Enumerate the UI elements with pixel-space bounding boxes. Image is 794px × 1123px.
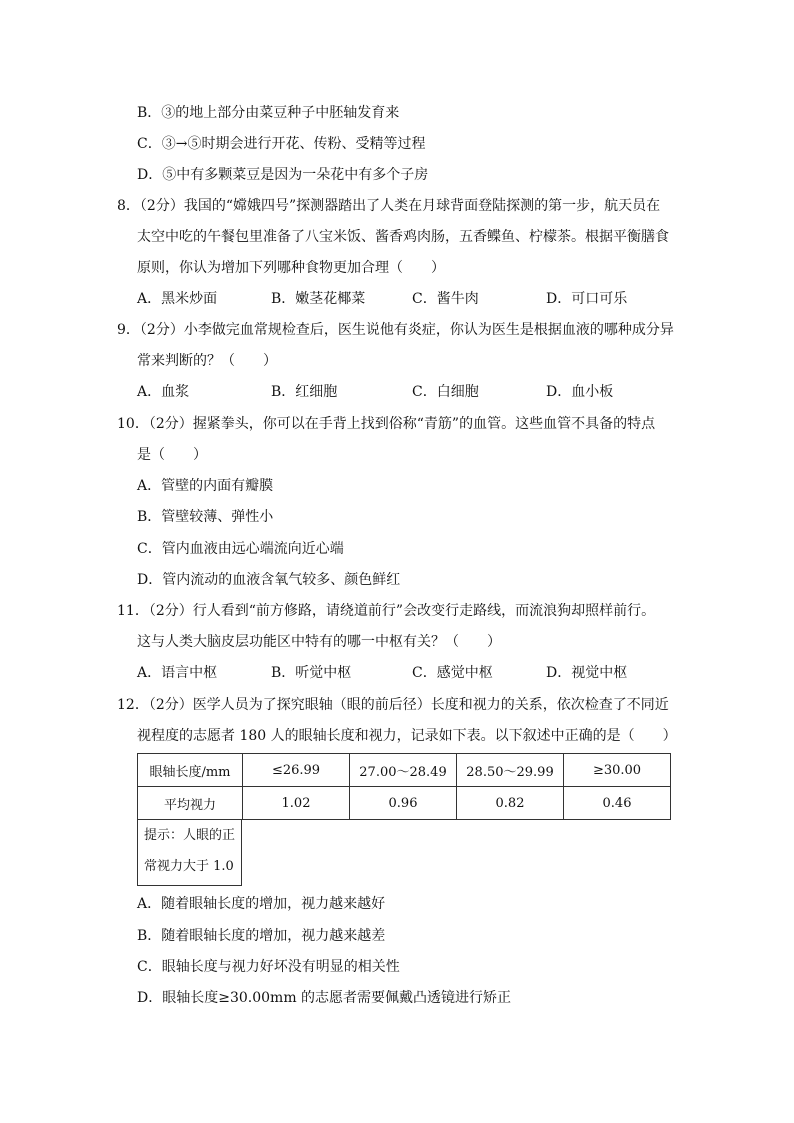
option-text: 白细胞	[436, 384, 479, 400]
table-cell: 0.46	[564, 787, 671, 820]
table-cell: 28.50～29.99	[457, 754, 564, 787]
question-text: 握紧拳头，你可以在手背上找到俗称“青筋”的血管。这些血管不具备的特点	[192, 416, 656, 432]
q10-option-d[interactable]	[137, 570, 400, 590]
option-text: 感觉中枢	[436, 665, 493, 681]
q8-option-b[interactable]	[271, 289, 365, 309]
question-text: 我国的“嫦娥四号”探测器踏出了人类在月球背面登陆探测的第一步，航天员在	[183, 198, 661, 214]
q11-stem-line-2: 这与人类大脑皮层功能区中特有的哪一中枢有关？（ ）	[137, 634, 501, 650]
option-letter: C．	[137, 541, 162, 557]
table-row	[138, 787, 671, 820]
question-score: （2分）	[148, 603, 193, 619]
table-header-cell: 平均视力	[138, 787, 243, 820]
option-letter: A．	[137, 665, 162, 681]
q8-option-d[interactable]	[546, 289, 627, 309]
table-cell: 0.82	[457, 787, 564, 820]
option-text: ③的地上部分由菜豆种子中胚轴发育来	[161, 105, 400, 121]
q10-stem-line-2: 是（ ）	[137, 447, 207, 463]
option-text: 随着眼轴长度的增加，视力越来越差	[161, 928, 386, 944]
option-letter: B．	[137, 509, 162, 525]
option-letter: C．	[412, 384, 437, 400]
option-letter: C．	[412, 291, 437, 307]
option-text: 语言中枢	[161, 665, 218, 681]
option-letter: D．	[137, 167, 163, 183]
option-letter: B．	[137, 928, 162, 944]
q12-stem-line-2: 视程度的志愿者 180 人的眼轴长度和视力，记录如下表。以下叙述中正确的是（ ）	[137, 728, 677, 744]
option-letter: D．	[546, 291, 572, 307]
option-text: 红细胞	[295, 384, 338, 400]
option-letter: D．	[137, 990, 163, 1006]
option-text: 视觉中枢	[571, 665, 628, 681]
option-letter: B．	[271, 384, 296, 400]
question-number: 9．	[117, 322, 140, 338]
option-letter: D．	[546, 665, 572, 681]
q11-option-d[interactable]	[546, 663, 627, 683]
q10-stem-line-1	[117, 414, 655, 434]
question-number: 12．	[117, 697, 149, 713]
table-cell: 0.96	[350, 787, 457, 820]
q9-option-b[interactable]	[271, 382, 337, 402]
question-text: 行人看到“前方修路，请绕道前行”会改变行走路线，而流浪狗却照样前行。	[192, 603, 656, 619]
q11-option-a[interactable]	[137, 663, 217, 683]
question-number: 10．	[117, 416, 149, 432]
question-number: 11．	[117, 603, 149, 619]
q7-option-c[interactable]	[137, 134, 425, 154]
q9-option-d[interactable]	[546, 382, 613, 402]
question-score: （2分）	[148, 416, 193, 432]
option-text: 酱牛肉	[436, 291, 479, 307]
option-text: 管内血液由远心端流向近心端	[161, 541, 344, 557]
q9-option-c[interactable]	[412, 382, 479, 402]
q10-option-c[interactable]	[137, 539, 344, 559]
q7-option-d[interactable]	[137, 165, 428, 185]
question-number: 8．	[117, 198, 140, 214]
option-letter: C．	[137, 959, 162, 975]
option-text: ③→⑤时期会进行开花、传粉、受精等过程	[161, 136, 426, 152]
q10-option-a[interactable]	[137, 476, 273, 496]
q9-option-a[interactable]	[137, 382, 189, 402]
option-letter: D．	[546, 384, 572, 400]
table-cell: 27.00～28.49	[350, 754, 457, 787]
option-text: 可口可乐	[571, 291, 628, 307]
q11-stem-line-1	[117, 601, 655, 621]
table-cell: ≥30.00	[564, 754, 671, 787]
option-letter: C．	[137, 136, 162, 152]
option-letter: B．	[271, 665, 296, 681]
option-letter: B．	[271, 291, 296, 307]
q9-stem-line-1	[117, 320, 674, 340]
q11-option-c[interactable]	[412, 663, 493, 683]
table-row	[138, 754, 671, 787]
q12-option-b[interactable]	[137, 926, 385, 946]
option-text: 随着眼轴长度的增加，视力越来越好	[161, 896, 386, 912]
option-text: 管壁较薄、弹性小	[161, 509, 274, 525]
option-letter: A．	[137, 478, 162, 494]
option-text: ⑤中有多颗菜豆是因为一朵花中有多个子房	[162, 167, 429, 183]
option-letter: A．	[137, 896, 162, 912]
option-text: 血小板	[571, 384, 614, 400]
option-text: 管壁的内面有瓣膜	[161, 478, 274, 494]
option-letter: A．	[137, 384, 162, 400]
table-cell: 1.02	[243, 787, 350, 820]
q12-option-a[interactable]	[137, 894, 385, 914]
q12-option-c[interactable]	[137, 957, 400, 977]
q9-stem-line-2: 常来判断的？（ ）	[137, 353, 277, 369]
option-text: 听觉中枢	[295, 665, 352, 681]
table-header-cell: 眼轴长度/mm	[138, 754, 243, 787]
q8-option-a[interactable]	[137, 289, 217, 309]
option-letter: B．	[137, 105, 162, 121]
option-letter: C．	[412, 665, 437, 681]
option-letter: D．	[137, 572, 163, 588]
question-text: 小李做完血常规检查后，医生说他有炎症，你认为医生是根据血液的哪种成分异	[183, 322, 674, 338]
q8-stem-line-2: 太空中吃的午餐包里准备了八宝米饭、酱香鸡肉肠，五香鲽鱼、柠檬茶。根据平衡膳食	[137, 229, 669, 245]
option-text: 管内流动的血液含氧气较多、颜色鲜红	[162, 572, 401, 588]
eye-axis-table	[137, 753, 671, 820]
question-score: （2分）	[139, 198, 184, 214]
option-text: 血浆	[161, 384, 190, 400]
question-text: 医学人员为了探究眼轴（眼的前后径）长度和视力的关系，依次检查了不同近	[192, 697, 669, 713]
q11-option-b[interactable]	[271, 663, 351, 683]
option-text: 嫩茎花椰菜	[295, 291, 366, 307]
option-letter: A．	[137, 291, 162, 307]
q8-option-c[interactable]	[412, 289, 479, 309]
table-hint-cell: 提示：人眼的正常视力大于 1.0	[137, 820, 242, 886]
option-text: 眼轴长度≥30.00mm 的志愿者需要佩戴凸透镜进行矫正	[162, 990, 512, 1006]
q8-stem-line-3: 原则，你认为增加下列哪种食物更加合理（ ）	[137, 260, 445, 276]
option-text: 眼轴长度与视力好坏没有明显的相关性	[161, 959, 400, 975]
question-score: （2分）	[139, 322, 184, 338]
q10-option-b[interactable]	[137, 507, 273, 527]
option-text: 黑米炒面	[161, 291, 218, 307]
q12-option-d[interactable]	[137, 988, 511, 1008]
q7-option-b[interactable]	[137, 103, 399, 123]
question-score: （2分）	[148, 697, 193, 713]
q12-stem-line-1	[117, 695, 669, 715]
q8-stem-line-1	[117, 196, 660, 216]
table-cell: ≤26.99	[243, 754, 350, 787]
